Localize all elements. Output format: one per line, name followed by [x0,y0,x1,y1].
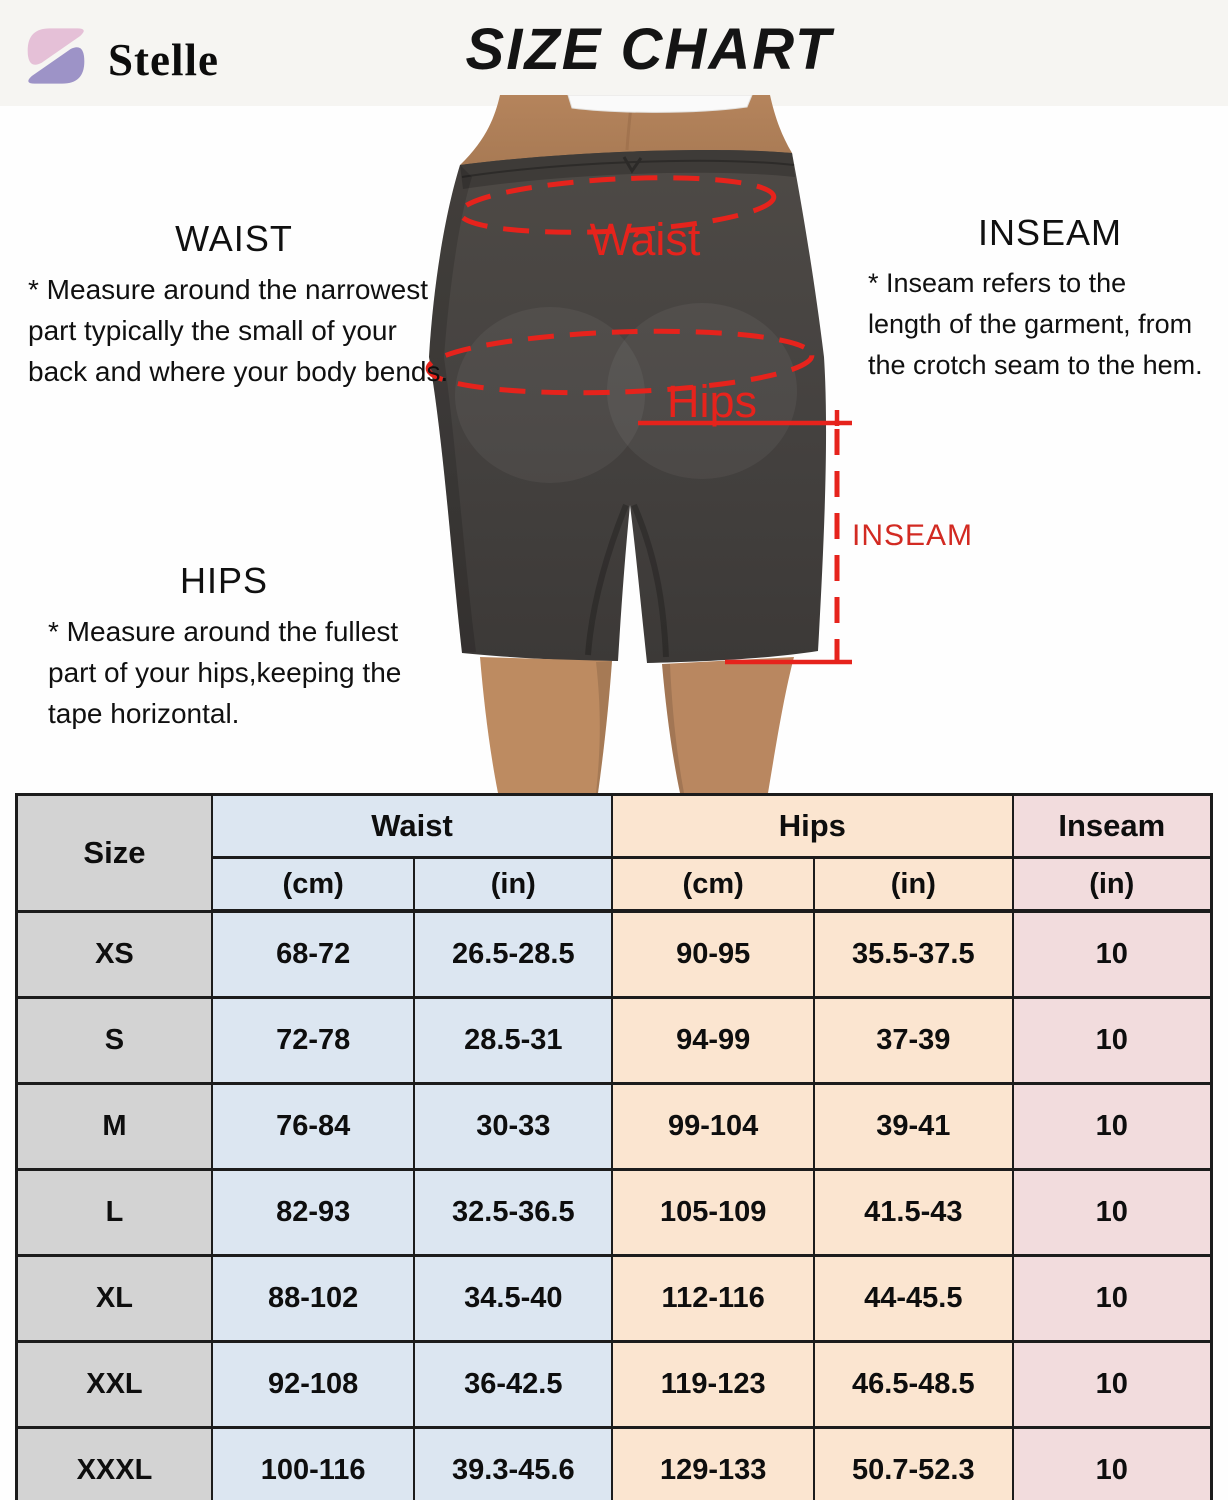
brand-name: Stelle [108,35,219,85]
header-hips-in: (in) [814,858,1012,912]
table-row [17,1428,1212,1500]
waist-in-cell: 32.5-36.5 [414,1170,612,1256]
inseam-in-cell: 10 [1013,1342,1212,1428]
hips-in-cell: 50.7-52.3 [814,1428,1012,1500]
waist-in-cell: 39.3-45.6 [414,1428,612,1500]
hips-in-cell: 35.5-37.5 [814,911,1012,998]
waist-note-line-3: back and where your body bends. [28,356,449,387]
size-cell: XXXL [17,1428,212,1500]
waist-in-cell: 28.5-31 [414,998,612,1084]
hips-cm-cell: 129-133 [612,1428,814,1500]
header-waist-in: (in) [414,858,612,912]
waist-cm-cell: 82-93 [212,1170,415,1256]
page-title: SIZE CHART [465,17,833,82]
inseam-in-cell: 10 [1013,1170,1212,1256]
waist-note [28,218,449,392]
hips-measure-label: Hips [666,376,758,427]
hips-note-heading: HIPS [179,560,269,601]
inseam-note-line-3: the crotch seam to the hem. [868,350,1203,380]
inseam-note [868,212,1228,386]
waist-in-cell: 34.5-40 [414,1256,612,1342]
table-row [17,1084,1212,1170]
shorts-measurement-figure [400,95,1000,793]
header-band [0,0,1228,106]
inseam-in-cell: 10 [1013,911,1212,998]
table-header-group-row [17,795,1212,858]
hips-in-cell: 37-39 [814,998,1012,1084]
table-row [17,1170,1212,1256]
header-waist: Waist [212,795,612,858]
waist-cm-cell: 100-116 [212,1428,415,1500]
hips-in-cell: 39-41 [814,1084,1012,1170]
white-top-hem [568,95,752,112]
table-row [17,998,1212,1084]
hips-cm-cell: 94-99 [612,998,814,1084]
hips-cm-cell: 119-123 [612,1342,814,1428]
size-cell: XL [17,1256,212,1342]
inseam-in-cell: 10 [1013,1084,1212,1170]
size-cell: M [17,1084,212,1170]
hips-note-line-2: part of your hips,keeping the [48,657,402,688]
waist-cm-cell: 68-72 [212,911,415,998]
hips-cm-cell: 105-109 [612,1170,814,1256]
header-waist-cm: (cm) [212,858,415,912]
waist-measure-label: Waist [589,214,701,265]
hips-note [48,560,400,734]
table-row [17,1342,1212,1428]
header-inseam-in: (in) [1013,858,1212,912]
size-cell: XXL [17,1342,212,1428]
table-row [17,911,1212,998]
waist-note-line-2: part typically the small of your [28,315,397,346]
hips-in-cell: 41.5-43 [814,1170,1012,1256]
hips-cm-cell: 99-104 [612,1084,814,1170]
hips-cm-cell: 112-116 [612,1256,814,1342]
inseam-note-line-1: * Inseam refers to the [868,268,1127,298]
waist-note-heading: WAIST [175,218,293,259]
waist-cm-cell: 92-108 [212,1342,415,1428]
header-inseam: Inseam [1013,795,1212,858]
waist-cm-cell: 72-78 [212,998,415,1084]
hips-note-line-1: * Measure around the fullest [48,616,399,647]
inseam-in-cell: 10 [1013,998,1212,1084]
waist-note-line-1: * Measure around the narrowest [28,274,428,305]
size-table-body [17,911,1212,1500]
hips-note-line-3: tape horizontal. [48,698,240,729]
waist-in-cell: 30-33 [414,1084,612,1170]
size-table [15,793,1213,1500]
waist-cm-cell: 88-102 [212,1256,415,1342]
hips-in-cell: 44-45.5 [814,1256,1012,1342]
size-cell: S [17,998,212,1084]
waist-cm-cell: 76-84 [212,1084,415,1170]
hips-in-cell: 46.5-48.5 [814,1342,1012,1428]
inseam-note-heading: INSEAM [977,212,1123,253]
size-cell: XS [17,911,212,998]
inseam-in-cell: 10 [1013,1256,1212,1342]
table-row [17,1256,1212,1342]
inseam-in-cell: 10 [1013,1428,1212,1500]
inseam-note-line-2: length of the garment, from [868,309,1193,339]
inseam-measure-label: INSEAM [852,519,974,552]
header-size: Size [17,795,212,912]
header-hips: Hips [612,795,1012,858]
left-leg [480,657,612,793]
hips-cm-cell: 90-95 [612,911,814,998]
waist-in-cell: 26.5-28.5 [414,911,612,998]
waist-in-cell: 36-42.5 [414,1342,612,1428]
right-leg [662,657,794,793]
header-hips-cm: (cm) [612,858,814,912]
size-cell: L [17,1170,212,1256]
